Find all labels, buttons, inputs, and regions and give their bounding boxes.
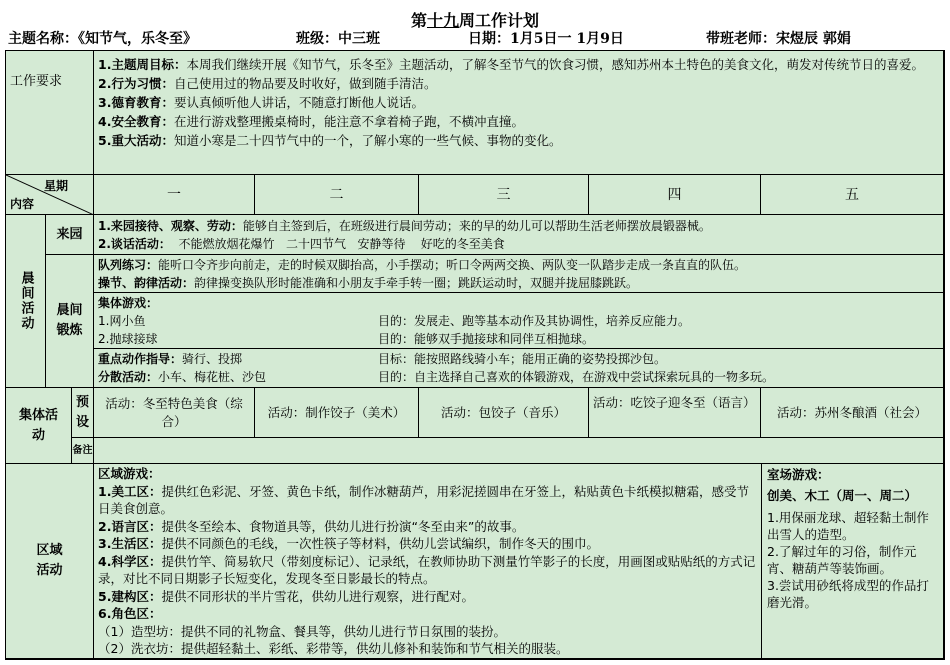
area-item xyxy=(98,535,757,553)
focus-text: 骑行、投掷 xyxy=(182,352,243,366)
arrival-1-text: 能够自主签到后，在班级进行晨间劳动；来的早的幼儿可以帮助生活老师摆放晨锻器械。 xyxy=(242,219,711,233)
title-week: 十九 xyxy=(426,11,459,30)
group-label: 集体活动 xyxy=(6,388,72,464)
requirement-num: 5. xyxy=(98,133,112,148)
area-item xyxy=(98,518,757,536)
scatter-goal: 目的：自主选择自己喜欢的体锻游戏，在游戏中尝试探索玩具的一物多玩。 xyxy=(378,370,775,384)
theme-header xyxy=(8,28,197,48)
area-item-text: 提供不同颜色的毛线，一次性筷子等材料，供幼儿尝试编织，制作冬天的围巾。 xyxy=(161,536,599,551)
scatter-text: 小车、梅花桩、沙包 xyxy=(158,370,267,384)
exercise-drills xyxy=(94,255,944,293)
title-prefix: 第 xyxy=(410,11,427,30)
morning-label xyxy=(6,215,46,388)
group-activity-4: 活动：吃饺子迎冬至（语言） xyxy=(589,388,761,438)
group-games xyxy=(94,293,944,349)
area-item-title: 6.角色区： xyxy=(98,606,162,621)
focus-scatter xyxy=(94,349,944,388)
group-note-cell xyxy=(94,438,944,464)
room-item-1: 1.用保丽龙球、超轻黏土制作出雪人的造型。 xyxy=(767,510,929,542)
area-item xyxy=(98,483,757,518)
rhythm-text: 韵律操变换队形时能准确和小朋友手牵手转一圈；跳跃运动时，双腿并拢屈膝跳跃。 xyxy=(194,276,639,290)
focus-title: 重点动作指导： xyxy=(98,352,183,366)
area-item xyxy=(98,553,757,588)
area-item-text: 提供不同形状的半片雪花，供幼儿进行观察，进行配对。 xyxy=(161,588,474,604)
requirement-num: 2. xyxy=(98,76,112,91)
requirement-item xyxy=(98,112,939,131)
day-3-header: 三 xyxy=(419,175,589,215)
area-item-text: 提供红色彩泥、牙签、黄色卡纸，制作冰糖葫芦，用彩泥搓圆串在牙签上，粘贴黄色卡纸模拟糖霜，感受节日美食创意。 xyxy=(98,483,749,516)
scatter-title: 分散活动： xyxy=(98,370,159,384)
corner-bottom-label: 内容 xyxy=(10,197,35,211)
group-activity-1: 活动：冬至特色美食（综合） xyxy=(94,388,255,438)
class-value: 中三班 xyxy=(338,31,380,47)
plan-label: 预设 xyxy=(72,388,94,438)
area-content xyxy=(94,464,762,659)
theme-value: 《知节气，乐冬至》 xyxy=(78,31,197,47)
room-title: 室场游戏： xyxy=(767,467,830,482)
focus-goal: 目标：能按照路线骑小车；能用正确的姿势投掷沙包。 xyxy=(378,352,667,366)
area-item-title: 3.生活区： xyxy=(98,536,162,551)
arrival-2-text: 不能燃放烟花爆竹 二十四节气 安静等待 好吃的冬至美食 xyxy=(170,237,505,251)
requirement-text: 本周我们继续开展《知节气，乐冬至》主题活动，了解冬至节气的饮食习惯，感知苏州本土特色的美食文化，萌发对传统节日的喜爱。 xyxy=(186,57,924,72)
exercise-label: 晨间锻炼 xyxy=(46,255,94,388)
queue-text: 能听口令齐步向前走，走的时候双脚抬高，小手摆动；听口令两两交换、两队变一队踏步走成一条直直的队伍。 xyxy=(158,258,747,272)
group-games-title: 集体游戏： xyxy=(98,296,159,310)
day-1-header: 一 xyxy=(94,175,255,215)
area-item xyxy=(98,588,757,606)
requirement-text: 要认真倾听他人讲话，不随意打断他人说话。 xyxy=(173,95,424,110)
days-corner xyxy=(6,175,94,215)
room-sub: 创美、木工（周一、周二） xyxy=(767,488,918,503)
class-label: 班级： xyxy=(296,31,338,47)
room-item-2: 2.了解过年的习俗，制作元宵、糖葫芦等装饰画。 xyxy=(767,544,917,576)
teacher-value: 宋煜辰 郭娟 xyxy=(776,31,851,47)
requirement-title: 德育教育： xyxy=(111,95,174,110)
requirement-item xyxy=(98,131,939,150)
requirement-text: 自己使用过的物品要及时收好，做到随手清洁。 xyxy=(173,76,437,91)
area-item-title: 5.建构区： xyxy=(98,588,162,604)
requirement-num: 3. xyxy=(98,95,112,110)
area-label: 区域活动 xyxy=(6,464,94,659)
requirement-item xyxy=(98,55,939,74)
arrival-content xyxy=(94,215,944,255)
group-activity-3: 活动：包饺子（音乐） xyxy=(419,388,589,438)
day-4-header: 四 xyxy=(589,175,761,215)
requirement-num: 1. xyxy=(98,57,112,72)
game-2-goal: 目的：能够双手抛接球和同伴互相抛球。 xyxy=(378,332,595,346)
day-5-header: 五 xyxy=(761,175,944,215)
requirements-label: 工作要求 xyxy=(6,51,94,175)
date-header xyxy=(468,28,624,48)
requirement-item xyxy=(98,74,939,93)
requirement-item xyxy=(98,93,939,112)
game-1-name: 1.网小鱼 xyxy=(98,314,146,328)
game-2-name: 2.抛球接球 xyxy=(98,332,158,346)
area-games-title: 区域游戏： xyxy=(98,466,161,481)
area-item-title: 4.科学区： xyxy=(98,553,162,569)
group-activity-2: 活动：制作饺子（美术） xyxy=(255,388,419,438)
morning-label-text: 晨间活动 xyxy=(18,271,34,331)
group-activity-5: 活动：苏州冬酿酒（社会） xyxy=(761,388,944,438)
note-label: 备注 xyxy=(72,438,94,464)
arrival-label: 来园 xyxy=(46,215,94,255)
room-item-3: 3.尝试用砂纸将成型的作品打磨光滑。 xyxy=(767,578,929,610)
requirement-text: 在进行游戏整理搬桌椅时，能注意不拿着椅子跑，不横冲直撞。 xyxy=(173,114,524,129)
area-item-text: 提供冬至绘本、食物道具等，供幼儿进行扮演“冬至由来”的故事。 xyxy=(161,518,525,534)
area-item-title: 2.语言区： xyxy=(98,518,162,534)
rhythm-title: 操节、韵律活动： xyxy=(98,276,195,290)
plan-table xyxy=(5,50,945,660)
day-2-header: 二 xyxy=(255,175,419,215)
requirement-title: 主题周目标： xyxy=(111,57,187,72)
requirements-content xyxy=(94,51,944,175)
requirement-num: 4. xyxy=(98,114,112,129)
queue-title: 队列练习： xyxy=(98,258,159,272)
room-games xyxy=(762,464,944,659)
area-item xyxy=(98,605,757,623)
area-item-text: 提供竹竿、简易软尺（带刻度标记）、记录纸，在教师协助下测量竹竿影子的长度，用画图或贴贴纸的方式记录，对比不同日期影子长短变化，发现冬至日影最长的特点。 xyxy=(98,553,756,586)
role-item: （2）洗衣坊：提供超轻黏土、彩纸、彩带等，供幼儿修补和装饰和节气相关的服装。 xyxy=(98,641,569,656)
date-value: 1月5日一 1月9日 xyxy=(510,31,624,47)
role-item: （1）造型坊：提供不同的礼物盒、餐具等，供幼儿进行节日氛围的装扮。 xyxy=(98,623,506,639)
theme-label: 主题名称： xyxy=(8,31,78,47)
arrival-2-title: 2.谈话活动： xyxy=(98,237,171,251)
title-suffix: 周工作计划 xyxy=(459,11,540,30)
requirement-title: 安全教育： xyxy=(111,114,174,129)
class-header xyxy=(296,28,380,48)
teacher-label: 带班老师： xyxy=(706,31,776,47)
date-label: 日期： xyxy=(468,31,510,47)
game-row xyxy=(98,312,939,330)
game-1-goal: 目的：发展走、跑等基本动作及其协调性，培养反应能力。 xyxy=(378,314,691,328)
area-item-title: 1.美工区： xyxy=(98,483,162,499)
corner-top-label: 星期 xyxy=(44,179,69,193)
arrival-1-title: 1.来园接待、观察、劳动： xyxy=(98,219,243,233)
game-row xyxy=(98,330,939,348)
teacher-header xyxy=(706,28,851,48)
requirement-text: 知道小寒是二十四节气中的一个，了解小寒的一些气候、事物的变化。 xyxy=(173,133,562,148)
requirement-title: 行为习惯： xyxy=(111,76,174,91)
requirement-title: 重大活动： xyxy=(111,133,174,148)
